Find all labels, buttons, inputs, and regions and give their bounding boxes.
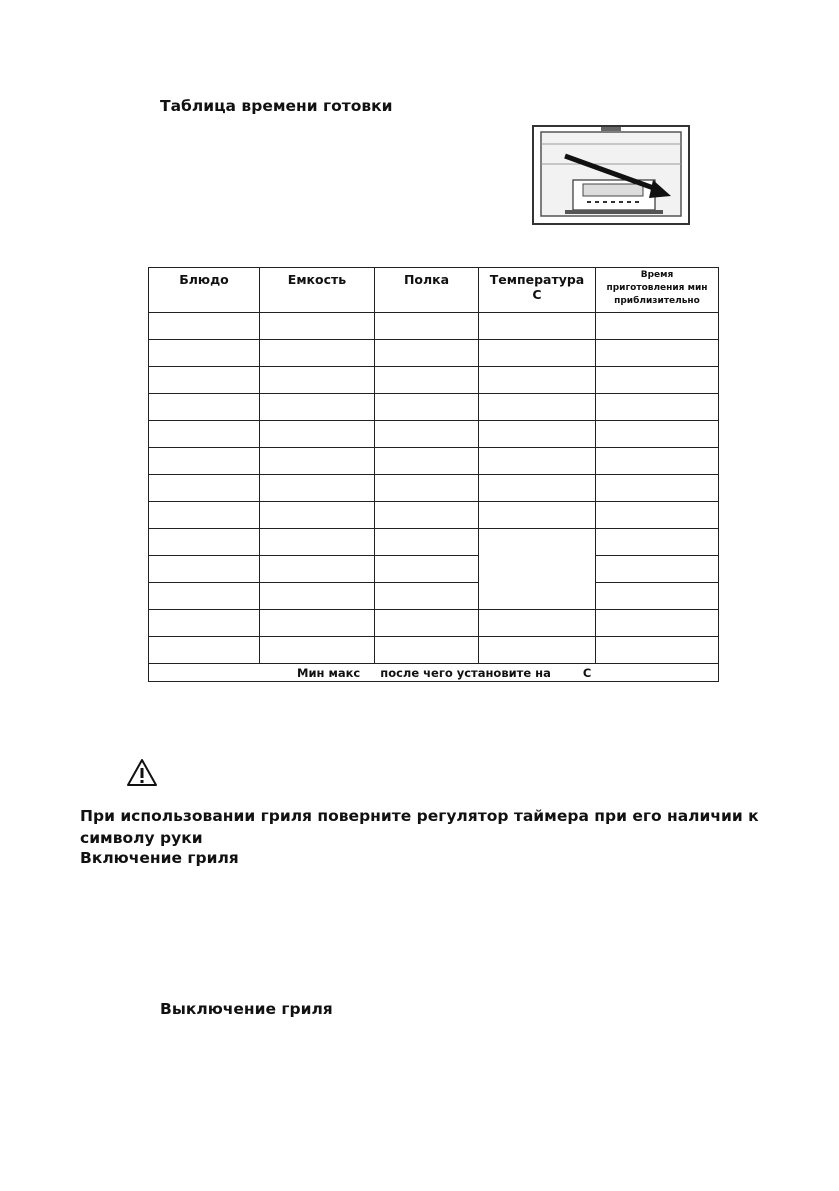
table-row <box>149 313 719 340</box>
cooking-time-table <box>148 267 719 682</box>
table-row <box>149 529 719 556</box>
table-row <box>149 502 719 529</box>
header-shelf: Полка <box>375 268 479 313</box>
table-row <box>149 475 719 502</box>
header-temperature: Температура С <box>479 268 596 313</box>
oven-diagram-icon <box>529 124 693 228</box>
table-footer-row <box>149 664 719 682</box>
grill-off-heading: Выключение гриля <box>160 1000 333 1018</box>
table-row <box>149 637 719 664</box>
warning-triangle-icon <box>126 758 158 787</box>
grill-on-heading: Включение гриля <box>80 849 239 867</box>
header-container: Емкость <box>260 268 375 313</box>
header-time: Время приготовления мин приблизительно <box>596 268 719 313</box>
table-footer-text: Мин макс после чего установите на С <box>149 664 719 682</box>
table-row <box>149 610 719 637</box>
page-title: Таблица времени готовки <box>160 97 393 115</box>
table-header-row <box>149 268 719 313</box>
header-dish: Блюдо <box>149 268 260 313</box>
table-row <box>149 448 719 475</box>
table-row <box>149 367 719 394</box>
grill-use-paragraph: При использовании гриля поверните регулятор таймера при его наличии к символу руки <box>80 807 759 847</box>
table-row <box>149 394 719 421</box>
table-row <box>149 583 719 610</box>
table-row <box>149 421 719 448</box>
table-row <box>149 340 719 367</box>
table-row <box>149 556 719 583</box>
